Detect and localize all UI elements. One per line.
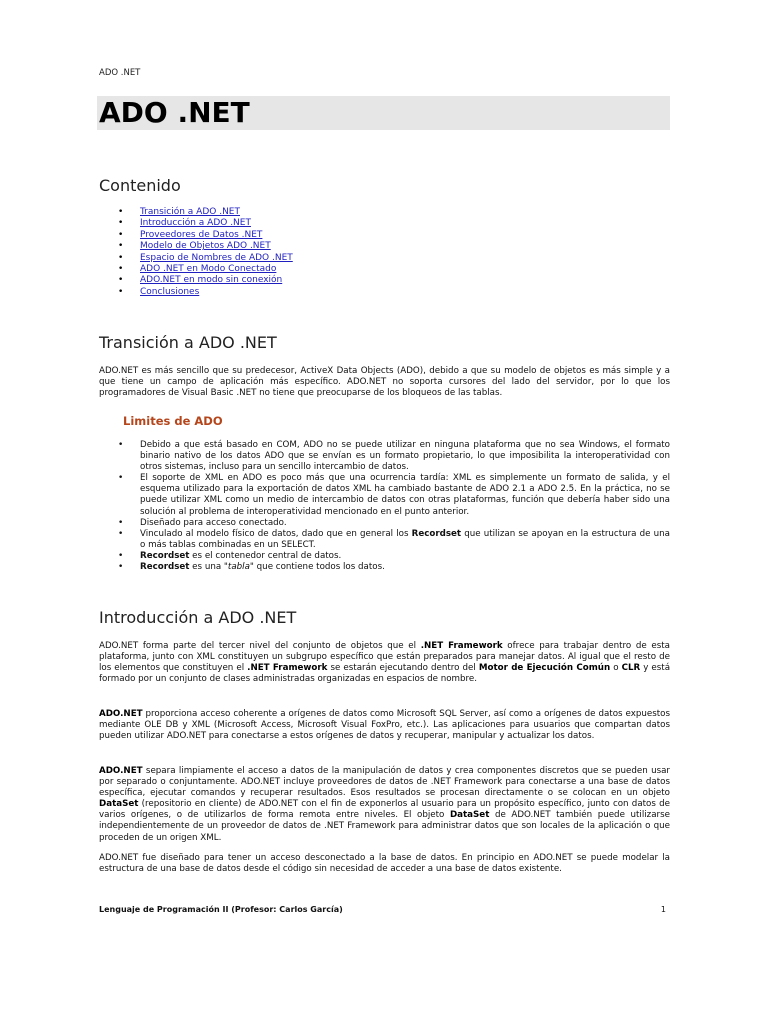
text-run: proporciona acceso coherente a orígenes de datos como Microsoft SQL Server, así como a orígenes de datos expuestos mediante OLE DB y XML (Microsoft Access, Microsoft Visual FoxPro, etc.). Las aplicaciones para usuarios que compartan datos pueden utilizar ADO.NET para conectarse a estos orígenes de datos y recuperar, manipular y actualizar los datos.	[99, 709, 670, 742]
toc-item	[116, 230, 293, 241]
limites-bullet-text: que contiene todos los datos.	[253, 562, 385, 573]
net-framework-term: .NET Framework	[247, 663, 328, 674]
toc-item	[116, 264, 293, 275]
limites-bullet-text: que utilizan se apoyan en la estructura de una o más tablas combinadas en un SELECT.	[140, 528, 671, 550]
toc-item	[116, 241, 293, 252]
limites-bullet-text: Diseñado para acceso conectado.	[140, 517, 287, 528]
limites-list	[116, 440, 670, 573]
recordset-term: Recordset	[140, 562, 190, 573]
adonet-term: ADO.NET	[99, 766, 143, 776]
limites-bullet-text: El soporte de XML en ADO es poco más que una ocurrencia tardía: XML es simplemente un formato de salida, y el esquema utilizado para la exportación de datos XML ha cambiado bastante de ADO 2.1 a ADO 2.5. En la práctica, no se puede utilizar XML como un medio de intercambio de datos con otras plataformas, función que debería haber sido una solución al problema de interoperatividad mencionado en el punto anterior.	[140, 473, 670, 517]
motor-ejecucion-term: Motor de Ejecución Común	[478, 663, 611, 674]
recordset-term: Recordset	[411, 528, 462, 539]
text-run: se estarán ejecutando dentro del	[327, 663, 479, 674]
dataset-term: DataSet	[449, 810, 490, 821]
text-run: ofrece para trabajar dentro de esta plataforma, junto con XML constituyen un subgrupo específico que están preparados para manejar datos. Al igual que el resto de los elementos que constituyen el	[99, 641, 671, 674]
contents-heading: Contenido	[99, 176, 181, 195]
footer-text: Lenguaje de Programación II (Profesor: Carlos García)	[99, 905, 343, 914]
dataset-term: DataSet	[99, 799, 139, 810]
list-item	[116, 529, 670, 551]
page-number: 1	[660, 905, 666, 914]
text-run: o	[610, 663, 622, 674]
text-run: de ADO.NET también puede utilizarse independientemente de un proveedor de datos de .NET Framework para administrar datos que son locales de la aplicación o que proceden de un origen XML.	[99, 810, 670, 843]
toc-item	[116, 287, 293, 298]
toc-item	[116, 218, 293, 229]
text-run: (repositorio en cliente) de ADO.NET con el fin de exponerlos al usuario para un propósito específico, junto con datos de varios orígenes, o de utilizarlos de forma remota entre niveles. El objeto	[99, 799, 670, 821]
page-footer	[99, 905, 670, 914]
toc-link-modelo-objetos[interactable]: Modelo de Objetos ADO .NET	[140, 241, 271, 252]
introduccion-paragraph-4: ADO.NET fue diseñado para tener un acceso desconectado a la base de datos. En principio en ADO.NET se puede modelar la estructura de una base de datos desde el código sin necesidad de acceder a una base de datos existente.	[99, 853, 670, 875]
recordset-term: Recordset	[140, 550, 190, 561]
limites-bullet-text: es una	[189, 562, 224, 573]
toc-item	[116, 253, 293, 264]
tabla-term: "tabla"	[223, 562, 254, 573]
transicion-heading: Transición a ADO .NET	[99, 333, 277, 352]
limites-bullet-text: Vinculado al modelo físico de datos, dado que en general los	[140, 528, 412, 539]
toc-link-introduccion[interactable]: Introducción a ADO .NET	[140, 218, 251, 229]
introduccion-paragraph-1	[99, 641, 670, 685]
title-bar	[97, 96, 670, 130]
list-item	[116, 440, 670, 473]
toc-link-proveedores[interactable]: Proveedores de Datos .NET	[140, 229, 263, 240]
toc-item	[116, 207, 293, 218]
limites-heading: Limites de ADO	[123, 414, 223, 428]
toc-link-conclusiones[interactable]: Conclusiones	[140, 286, 200, 297]
table-of-contents	[116, 207, 293, 298]
running-header: ADO .NET	[99, 68, 141, 78]
toc-link-modo-conectado[interactable]: ADO .NET en Modo Conectado	[140, 264, 277, 275]
clr-term: CLR	[621, 663, 641, 674]
list-item	[116, 562, 670, 573]
limites-bullet-text: es el contenedor central de datos.	[189, 550, 342, 561]
adonet-term: ADO.NET	[99, 709, 143, 719]
text-run: y está formado por un conjunto de clases administradas organizadas en espacios de nombre.	[99, 663, 671, 685]
document-title: ADO .NET	[99, 96, 250, 129]
list-item	[116, 551, 670, 562]
list-item	[116, 473, 670, 517]
toc-link-transicion[interactable]: Transición a ADO .NET	[140, 207, 240, 217]
introduccion-paragraph-2	[99, 709, 670, 742]
net-framework-term: .NET Framework	[420, 641, 503, 651]
text-run: separa limpiamente el acceso a datos de la manipulación de datos y crea componentes discretos que se pueden usar por separado o conjuntamente. ADO.NET incluye proveedores de datos de .NET Framework para conectarse a una base de datos específica, ejecutar comandos y recuperar resultados. Esos resultados se procesan directamente o se colocan en un objeto	[99, 766, 670, 799]
toc-link-espacio-nombres[interactable]: Espacio de Nombres de ADO .NET	[140, 252, 293, 263]
introduccion-paragraph-3	[99, 766, 670, 844]
list-item	[116, 518, 670, 529]
limites-bullet-text: Debido a que está basado en COM, ADO no se puede utilizar en ninguna plataforma que no sea Windows, el formato binario nativo de los datos ADO que se envían es un formato propietario, lo que imposibilita la interoperatividad con otros sistemas, incluso para un sencillo intercambio de datos.	[140, 440, 670, 473]
toc-link-sin-conexion[interactable]: ADO.NET en modo sin conexión	[140, 275, 283, 286]
toc-item	[116, 275, 293, 286]
text-run: ADO.NET forma parte del tercer nivel del conjunto de objetos que el	[99, 641, 421, 651]
transicion-paragraph: ADO.NET es más sencillo que su predecesor, ActiveX Data Objects (ADO), debido a que su modelo de objetos es más simple y a que tiene un campo de aplicación más específico. ADO.NET no soporta cursores del lado del servidor, por lo que los programadores de Visual Basic .NET no tiene que preocuparse de los bloqueos de las tablas.	[99, 366, 670, 399]
introduccion-heading: Introducción a ADO .NET	[99, 608, 297, 627]
